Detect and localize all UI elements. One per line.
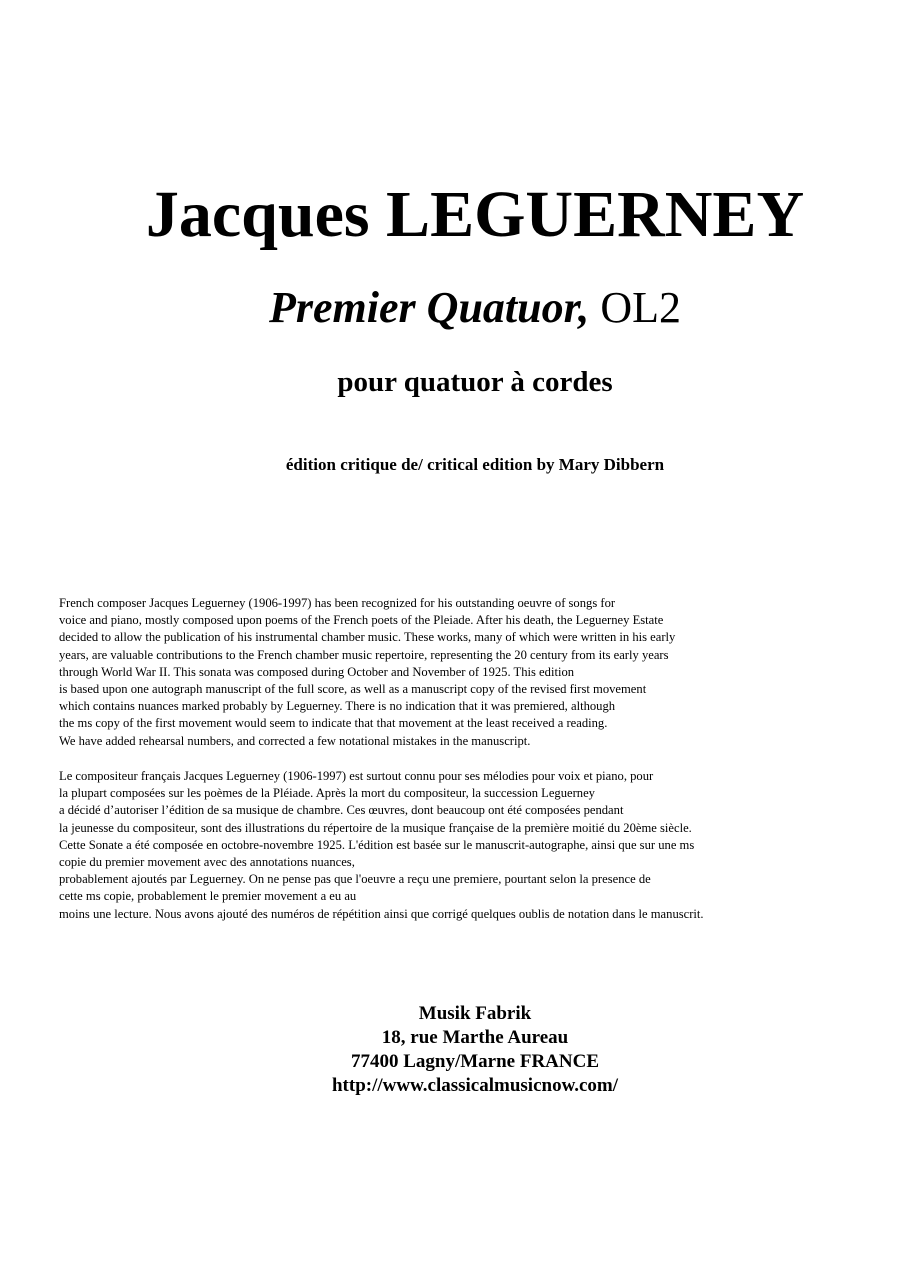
paragraph-line: copie du premier movement avec des annotations nuances, (59, 855, 355, 870)
paragraph-line: We have added rehearsal numbers, and corrected a few notational mistakes in the manuscript. (59, 733, 531, 748)
publisher-address (0, 1002, 900, 1098)
paragraph-line: which contains nuances marked probably by Leguerney. There is no indication that it was premiered, although (59, 699, 616, 714)
paragraph-line: Cette Sonate a été composée en octobre-novembre 1925. L'édition est basée sur le manuscrit-autographe, ainsi que sur une ms (59, 837, 695, 852)
instrumentation: pour quatuor à cordes (337, 366, 613, 398)
paragraph-line: probablement ajoutés par Leguerney. On ne pense pas que l'oeuvre a reçu une premiere, pourtant selon la presence de (59, 872, 651, 887)
work-title (0, 282, 900, 334)
edition-credit: édition critique de/ critical edition by Mary Dibbern (285, 455, 665, 474)
paragraph-line: through World War II. This sonata was composed during October and November of 1925. This edition (59, 664, 575, 679)
paragraph-line: la jeunesse du compositeur, sont des illustrations du répertoire de la musique française de la première moitié du 20ème siècle. (59, 820, 692, 835)
paragraph-line: years, are valuable contributions to the French chamber music repertoire, representing the 20 century from its early years (59, 647, 669, 662)
paragraph-line: cette ms copie, probablement le premier movement a eu au (59, 889, 357, 904)
paragraph-line: moins une lecture. Nous avons ajouté des numéros de répétition ainsi que corrigé quelques oublis de notation dans le manuscrit. (59, 906, 704, 921)
work-title-italic: Premier Quatuor, (269, 283, 590, 332)
french-paragraph (59, 768, 859, 923)
paragraph-line: French composer Jacques Leguerney (1906-1997) has been recognized for his outstanding oeuvre of songs for (59, 596, 616, 610)
publisher-city: 77400 Lagny/Marne FRANCE (350, 1051, 600, 1072)
paragraph-line: a décidé d’autoriser l’édition de sa musique de chambre. Ces œuvres, dont beaucoup ont été composées pendant (59, 803, 624, 818)
paragraph-line: Le compositeur français Jacques Leguerney (1906-1997) est surtout connu pour ses mélodies pour voix et piano, pour (59, 769, 654, 783)
english-paragraph (59, 595, 859, 750)
composer-name: Jacques LEGUERNEY (145, 178, 805, 251)
paragraph-line: voice and piano, mostly composed upon poems of the French poets of the Pleiade. After his death, the Leguerney Estate (59, 613, 664, 628)
publisher-url: http://www.classicalmusicnow.com/ (331, 1075, 619, 1096)
paragraph-line: decided to allow the publication of his instrumental chamber music. These works, many of which were written in his early (59, 630, 676, 645)
publisher-name: Musik Fabrik (418, 1003, 532, 1024)
paragraph-line: is based upon one autograph manuscript of the full score, as well as a manuscript copy of the revised first movement (59, 682, 647, 697)
paragraph-line: la plupart composées sur les poèmes de la Pléiade. Après la mort du compositeur, la succession Leguerney (59, 786, 595, 801)
publisher-street: 18, rue Marthe Aureau (381, 1027, 569, 1048)
work-catalog-number: OL2 (600, 283, 681, 332)
paragraph-line: the ms copy of the first movement would seem to indicate that that movement at the least received a reading. (59, 716, 608, 731)
